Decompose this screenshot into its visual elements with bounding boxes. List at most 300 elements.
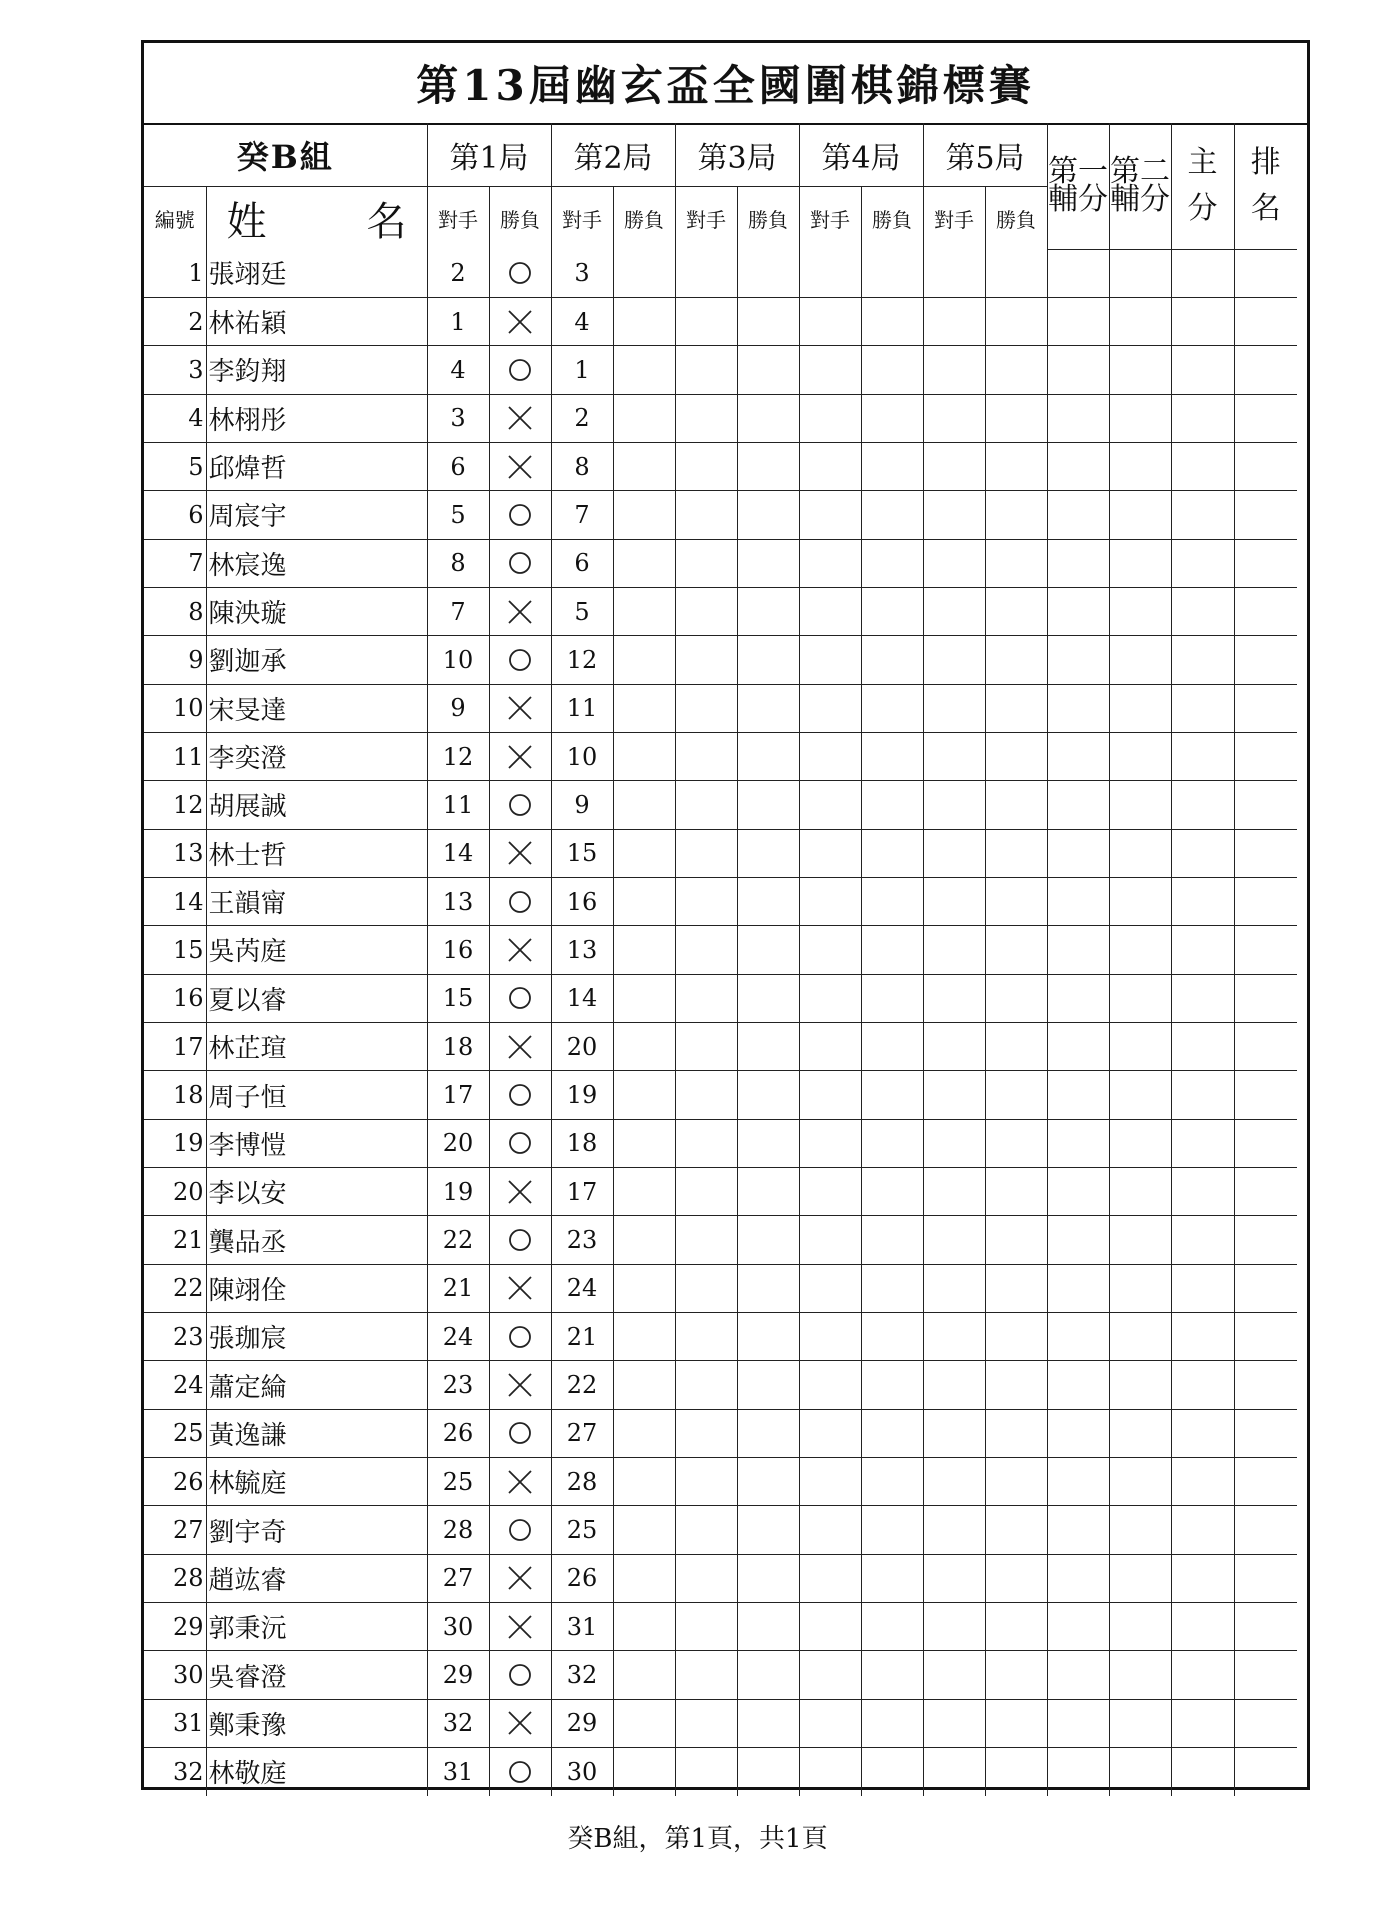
loss-cross-icon: [506, 1468, 534, 1496]
empty-score-cell: [1171, 1361, 1234, 1409]
player-name: 胡展誠: [206, 781, 427, 829]
empty-score-cell: [1171, 926, 1234, 974]
player-name: 李以安: [206, 1168, 427, 1216]
table-row: [144, 1603, 1297, 1651]
empty-result-cell: [613, 926, 675, 974]
empty-result-cell: [861, 1313, 923, 1361]
win-circle-icon: [506, 1226, 534, 1254]
empty-result-cell: [985, 1603, 1047, 1651]
empty-score-cell: [1171, 442, 1234, 490]
empty-score-cell: [1171, 1313, 1234, 1361]
win-circle-icon: [506, 888, 534, 916]
round-1-result: [489, 1168, 551, 1216]
empty-result-cell: [985, 1216, 1047, 1264]
empty-result-cell: [861, 1748, 923, 1796]
empty-result-cell: [799, 1071, 861, 1119]
round-2-opponent: 3: [551, 249, 613, 297]
empty-score-cell: [1109, 829, 1171, 877]
empty-result-cell: [737, 1699, 799, 1747]
table-row: [144, 587, 1297, 635]
player-name: 林敬庭: [206, 1748, 427, 1796]
empty-result-cell: [613, 297, 675, 345]
empty-score-cell: [1047, 587, 1109, 635]
empty-result-cell: [675, 877, 737, 925]
empty-result-cell: [613, 1458, 675, 1506]
loss-cross-icon: [506, 1178, 534, 1206]
player-number: 24: [144, 1361, 206, 1409]
round-2-opponent: 21: [551, 1313, 613, 1361]
player-rows: [144, 249, 1297, 1796]
empty-score-cell: [1047, 781, 1109, 829]
round-1-opponent: 9: [427, 684, 489, 732]
empty-result-cell: [613, 781, 675, 829]
empty-result-cell: [675, 1603, 737, 1651]
empty-score-cell: [1109, 1361, 1171, 1409]
empty-score-cell: [1047, 1603, 1109, 1651]
empty-result-cell: [861, 346, 923, 394]
round-1-result: [489, 1458, 551, 1506]
empty-score-cell: [1109, 1313, 1171, 1361]
empty-result-cell: [923, 1023, 985, 1071]
player-name: 陳泱璇: [206, 587, 427, 635]
empty-score-cell: [1109, 781, 1171, 829]
win-circle-icon: [506, 1129, 534, 1157]
round-1-result: [489, 1264, 551, 1312]
empty-result-cell: [923, 829, 985, 877]
empty-score-cell: [1047, 1264, 1109, 1312]
empty-result-cell: [985, 394, 1047, 442]
empty-result-cell: [613, 732, 675, 780]
empty-result-cell: [861, 732, 923, 780]
empty-result-cell: [923, 684, 985, 732]
round-1-result: [489, 1361, 551, 1409]
empty-result-cell: [985, 974, 1047, 1022]
empty-score-cell: [1047, 974, 1109, 1022]
empty-score-cell: [1234, 1361, 1297, 1409]
empty-result-cell: [613, 1409, 675, 1457]
empty-result-cell: [737, 587, 799, 635]
name-header: 姓 名: [206, 187, 427, 250]
player-number: 1: [144, 249, 206, 297]
rank-header: 排 名: [1234, 123, 1297, 249]
table-row: [144, 1216, 1297, 1264]
empty-result-cell: [675, 1023, 737, 1071]
player-name: 林宸逸: [206, 539, 427, 587]
empty-score-cell: [1234, 1023, 1297, 1071]
empty-score-cell: [1109, 1071, 1171, 1119]
player-number: 10: [144, 684, 206, 732]
player-number: 13: [144, 829, 206, 877]
loss-cross-icon: [506, 404, 534, 432]
empty-result-cell: [923, 1554, 985, 1602]
empty-result-cell: [675, 1071, 737, 1119]
empty-score-cell: [1171, 1554, 1234, 1602]
empty-score-cell: [1234, 1119, 1297, 1167]
empty-score-cell: [1047, 1216, 1109, 1264]
empty-result-cell: [613, 1264, 675, 1312]
empty-result-cell: [675, 1119, 737, 1167]
empty-score-cell: [1234, 1554, 1297, 1602]
player-number: 26: [144, 1458, 206, 1506]
empty-result-cell: [923, 587, 985, 635]
round-1-opponent: 11: [427, 781, 489, 829]
loss-cross-icon: [506, 1371, 534, 1399]
table-row: [144, 1313, 1297, 1361]
empty-result-cell: [923, 442, 985, 490]
round-2-header: 第2局: [551, 123, 675, 187]
empty-result-cell: [799, 974, 861, 1022]
aux-score-2-header: 第二 輔分: [1109, 123, 1171, 249]
empty-result-cell: [985, 1699, 1047, 1747]
player-number: 27: [144, 1506, 206, 1554]
round-1-opponent: 15: [427, 974, 489, 1022]
round-1-result: [489, 539, 551, 587]
empty-result-cell: [737, 1554, 799, 1602]
empty-score-cell: [1234, 1603, 1297, 1651]
round-1-result: [489, 1651, 551, 1699]
empty-result-cell: [675, 974, 737, 1022]
empty-result-cell: [861, 1168, 923, 1216]
empty-score-cell: [1047, 346, 1109, 394]
empty-result-cell: [675, 1313, 737, 1361]
empty-score-cell: [1047, 1119, 1109, 1167]
empty-score-cell: [1171, 1651, 1234, 1699]
empty-result-cell: [613, 1023, 675, 1071]
empty-score-cell: [1171, 1603, 1234, 1651]
round-2-opponent: 15: [551, 829, 613, 877]
empty-result-cell: [675, 1699, 737, 1747]
empty-result-cell: [861, 1603, 923, 1651]
round-1-opponent: 22: [427, 1216, 489, 1264]
empty-result-cell: [737, 249, 799, 297]
round-1-header: 第1局: [427, 123, 551, 187]
empty-score-cell: [1171, 684, 1234, 732]
round-1-opponent: 1: [427, 297, 489, 345]
round-1-result: [489, 1409, 551, 1457]
empty-result-cell: [613, 684, 675, 732]
player-name: 周宸宇: [206, 491, 427, 539]
empty-score-cell: [1171, 732, 1234, 780]
empty-result-cell: [737, 1748, 799, 1796]
table-row: [144, 1409, 1297, 1457]
table-row: [144, 1506, 1297, 1554]
empty-result-cell: [799, 539, 861, 587]
player-number: 2: [144, 297, 206, 345]
empty-score-cell: [1234, 1071, 1297, 1119]
empty-result-cell: [737, 684, 799, 732]
empty-result-cell: [923, 732, 985, 780]
empty-result-cell: [613, 1554, 675, 1602]
player-name: 張翊廷: [206, 249, 427, 297]
round-1-opponent: 31: [427, 1748, 489, 1796]
empty-score-cell: [1234, 1699, 1297, 1747]
empty-score-cell: [1109, 539, 1171, 587]
empty-result-cell: [675, 587, 737, 635]
empty-result-cell: [675, 1361, 737, 1409]
empty-result-cell: [799, 442, 861, 490]
empty-result-cell: [799, 1216, 861, 1264]
win-circle-icon: [506, 501, 534, 529]
empty-score-cell: [1171, 1216, 1234, 1264]
result-header: 勝負: [489, 187, 551, 250]
empty-result-cell: [923, 394, 985, 442]
round-1-opponent: 30: [427, 1603, 489, 1651]
empty-score-cell: [1171, 1699, 1234, 1747]
round-1-opponent: 8: [427, 539, 489, 587]
loss-cross-icon: [506, 1033, 534, 1061]
empty-score-cell: [1109, 394, 1171, 442]
empty-score-cell: [1047, 1458, 1109, 1506]
empty-score-cell: [1234, 926, 1297, 974]
empty-score-cell: [1109, 877, 1171, 925]
empty-result-cell: [861, 1699, 923, 1747]
empty-result-cell: [613, 1313, 675, 1361]
loss-cross-icon: [506, 1613, 534, 1641]
round-1-result: [489, 442, 551, 490]
round-1-opponent: 7: [427, 587, 489, 635]
empty-score-cell: [1234, 249, 1297, 297]
empty-result-cell: [799, 926, 861, 974]
empty-result-cell: [613, 1506, 675, 1554]
round-1-result: [489, 877, 551, 925]
table-row: [144, 781, 1297, 829]
empty-score-cell: [1047, 1409, 1109, 1457]
round-1-result: [489, 781, 551, 829]
empty-score-cell: [1109, 732, 1171, 780]
empty-result-cell: [737, 1313, 799, 1361]
empty-score-cell: [1109, 1554, 1171, 1602]
round-1-opponent: 12: [427, 732, 489, 780]
empty-result-cell: [923, 1748, 985, 1796]
player-number: 15: [144, 926, 206, 974]
round-3-header: 第3局: [675, 123, 799, 187]
empty-result-cell: [675, 539, 737, 587]
empty-result-cell: [737, 732, 799, 780]
empty-score-cell: [1171, 1458, 1234, 1506]
empty-result-cell: [985, 1119, 1047, 1167]
empty-result-cell: [737, 1409, 799, 1457]
empty-score-cell: [1109, 1023, 1171, 1071]
empty-score-cell: [1047, 491, 1109, 539]
player-name: 夏以睿: [206, 974, 427, 1022]
table-row: [144, 394, 1297, 442]
empty-result-cell: [737, 974, 799, 1022]
empty-result-cell: [737, 346, 799, 394]
empty-score-cell: [1047, 394, 1109, 442]
empty-score-cell: [1171, 346, 1234, 394]
table-row: [144, 1554, 1297, 1602]
win-circle-icon: [506, 1323, 534, 1351]
empty-result-cell: [737, 1458, 799, 1506]
empty-result-cell: [985, 781, 1047, 829]
round-1-result: [489, 587, 551, 635]
empty-result-cell: [737, 1651, 799, 1699]
result-header: 勝負: [985, 187, 1047, 250]
table-row: [144, 1119, 1297, 1167]
empty-result-cell: [861, 1023, 923, 1071]
player-number: 23: [144, 1313, 206, 1361]
empty-score-cell: [1171, 829, 1234, 877]
empty-score-cell: [1109, 249, 1171, 297]
player-number: 29: [144, 1603, 206, 1651]
empty-score-cell: [1109, 1264, 1171, 1312]
empty-result-cell: [675, 249, 737, 297]
round-1-opponent: 3: [427, 394, 489, 442]
empty-score-cell: [1109, 1458, 1171, 1506]
empty-result-cell: [861, 394, 923, 442]
empty-result-cell: [737, 781, 799, 829]
empty-score-cell: [1047, 1651, 1109, 1699]
player-name: 龔品丞: [206, 1216, 427, 1264]
empty-score-cell: [1234, 394, 1297, 442]
round-2-opponent: 11: [551, 684, 613, 732]
empty-result-cell: [985, 1506, 1047, 1554]
player-number: 3: [144, 346, 206, 394]
round-1-opponent: 27: [427, 1554, 489, 1602]
round-1-opponent: 16: [427, 926, 489, 974]
empty-result-cell: [799, 1458, 861, 1506]
empty-score-cell: [1171, 1409, 1234, 1457]
empty-result-cell: [613, 346, 675, 394]
player-name: 林毓庭: [206, 1458, 427, 1506]
opponent-header: 對手: [675, 187, 737, 250]
empty-score-cell: [1109, 442, 1171, 490]
empty-result-cell: [737, 1361, 799, 1409]
result-header: 勝負: [737, 187, 799, 250]
round-1-result: [489, 1023, 551, 1071]
empty-result-cell: [675, 732, 737, 780]
loss-cross-icon: [506, 743, 534, 771]
empty-result-cell: [613, 1603, 675, 1651]
loss-cross-icon: [506, 453, 534, 481]
round-1-result: [489, 829, 551, 877]
empty-result-cell: [923, 1361, 985, 1409]
table-row: [144, 539, 1297, 587]
empty-score-cell: [1109, 1216, 1171, 1264]
empty-result-cell: [923, 926, 985, 974]
empty-score-cell: [1171, 394, 1234, 442]
empty-result-cell: [985, 877, 1047, 925]
table-row: [144, 1361, 1297, 1409]
result-header: 勝負: [613, 187, 675, 250]
player-name: 林祐穎: [206, 297, 427, 345]
empty-result-cell: [861, 1554, 923, 1602]
player-name: 邱煒哲: [206, 442, 427, 490]
empty-result-cell: [861, 1119, 923, 1167]
empty-result-cell: [861, 926, 923, 974]
player-name: 宋旻達: [206, 684, 427, 732]
table-row: [144, 249, 1297, 297]
round-2-opponent: 27: [551, 1409, 613, 1457]
round-2-opponent: 4: [551, 297, 613, 345]
round-2-opponent: 7: [551, 491, 613, 539]
empty-result-cell: [613, 587, 675, 635]
player-number: 5: [144, 442, 206, 490]
empty-result-cell: [613, 1361, 675, 1409]
empty-result-cell: [861, 1409, 923, 1457]
player-number: 31: [144, 1699, 206, 1747]
opponent-header: 對手: [427, 187, 489, 250]
win-circle-icon: [506, 356, 534, 384]
empty-score-cell: [1047, 442, 1109, 490]
loss-cross-icon: [506, 1709, 534, 1737]
player-name: 李博愷: [206, 1119, 427, 1167]
empty-score-cell: [1171, 636, 1234, 684]
empty-result-cell: [799, 1748, 861, 1796]
empty-score-cell: [1047, 732, 1109, 780]
player-name: 李鈞翔: [206, 346, 427, 394]
empty-result-cell: [737, 1216, 799, 1264]
empty-score-cell: [1234, 297, 1297, 345]
empty-score-cell: [1109, 297, 1171, 345]
empty-score-cell: [1171, 877, 1234, 925]
empty-result-cell: [675, 346, 737, 394]
player-number: 19: [144, 1119, 206, 1167]
empty-result-cell: [613, 1168, 675, 1216]
player-number: 18: [144, 1071, 206, 1119]
empty-result-cell: [923, 1119, 985, 1167]
table-row: [144, 829, 1297, 877]
empty-score-cell: [1234, 1168, 1297, 1216]
player-number: 11: [144, 732, 206, 780]
empty-score-cell: [1047, 1168, 1109, 1216]
empty-score-cell: [1109, 1409, 1171, 1457]
empty-result-cell: [861, 974, 923, 1022]
round-2-opponent: 29: [551, 1699, 613, 1747]
table-row: [144, 1071, 1297, 1119]
empty-score-cell: [1109, 1603, 1171, 1651]
empty-result-cell: [861, 877, 923, 925]
empty-result-cell: [675, 442, 737, 490]
empty-result-cell: [861, 829, 923, 877]
player-name: 周子恒: [206, 1071, 427, 1119]
table-row: [144, 1264, 1297, 1312]
round-1-opponent: 13: [427, 877, 489, 925]
player-name: 張珈宸: [206, 1313, 427, 1361]
empty-score-cell: [1047, 636, 1109, 684]
empty-result-cell: [675, 636, 737, 684]
empty-result-cell: [985, 684, 1047, 732]
empty-result-cell: [985, 1361, 1047, 1409]
empty-result-cell: [861, 442, 923, 490]
empty-result-cell: [613, 249, 675, 297]
empty-result-cell: [675, 394, 737, 442]
round-1-opponent: 5: [427, 491, 489, 539]
group-label: 癸B組: [144, 123, 427, 187]
empty-result-cell: [799, 491, 861, 539]
empty-result-cell: [923, 1603, 985, 1651]
empty-result-cell: [799, 394, 861, 442]
player-name: 林芷瑄: [206, 1023, 427, 1071]
loss-cross-icon: [506, 598, 534, 626]
empty-result-cell: [985, 1409, 1047, 1457]
empty-result-cell: [861, 539, 923, 587]
empty-result-cell: [923, 636, 985, 684]
empty-result-cell: [799, 1603, 861, 1651]
empty-score-cell: [1171, 1748, 1234, 1796]
empty-result-cell: [737, 877, 799, 925]
empty-score-cell: [1047, 1506, 1109, 1554]
empty-result-cell: [737, 394, 799, 442]
empty-result-cell: [675, 781, 737, 829]
empty-score-cell: [1234, 636, 1297, 684]
empty-result-cell: [675, 1264, 737, 1312]
empty-score-cell: [1047, 684, 1109, 732]
table-row: [144, 1458, 1297, 1506]
win-circle-icon: [506, 1081, 534, 1109]
round-1-result: [489, 1699, 551, 1747]
empty-result-cell: [675, 1554, 737, 1602]
